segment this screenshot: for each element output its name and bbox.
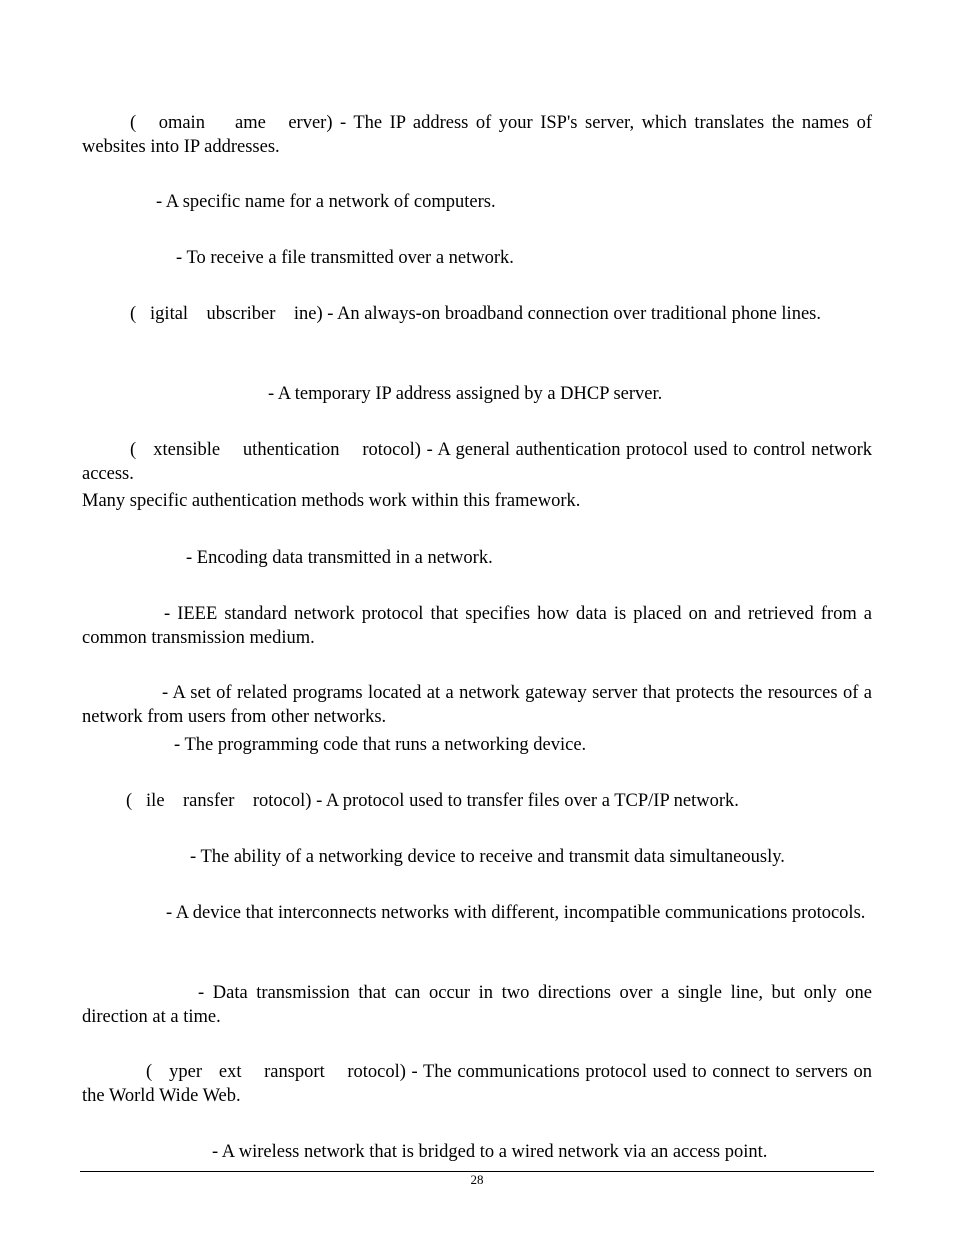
glossary-entry-infrastructure [82, 1141, 872, 1165]
entry-text: - IEEE standard network protocol that specifies how data is placed on and retrieved from a common transmission medium. [82, 604, 877, 648]
entry-text: ( igital ubscriber ine) - An always-on broadband connection over traditional phone lines. [130, 304, 821, 324]
glossary-entry-firmware [82, 734, 872, 758]
glossary-entry-half-duplex [82, 982, 877, 1029]
entry-text: ( xtensible uthentication rotocol) - A general authentication protocol used to control network access. [82, 440, 877, 484]
entry-text: - Data transmission that can occur in two directions over a single line, but only one direction at a time. [82, 983, 877, 1027]
glossary-entry-domain [82, 191, 872, 215]
entry-text: - A specific name for a network of computers. [156, 192, 496, 212]
entry-text: - Encoding data transmitted in a network. [186, 548, 493, 568]
glossary-entry-encryption [82, 547, 872, 571]
entry-text: - A set of related programs located at a network gateway server that protects the resources of a network from users from other networks. [82, 683, 877, 727]
entry-text: - A wireless network that is bridged to a wired network via an access point. [212, 1142, 768, 1162]
glossary-entry-gateway [82, 902, 872, 926]
entry-extra-text: Many specific authentication methods work within this framework. [82, 491, 581, 511]
glossary-entry-http [82, 1061, 877, 1108]
entry-text: - A temporary IP address assigned by a DHCP server. [268, 384, 663, 404]
entry-text: - The ability of a networking device to receive and transmit data simultaneously. [190, 847, 785, 867]
glossary-entry-eap [82, 439, 877, 514]
glossary-entry-ethernet [82, 603, 877, 650]
glossary-entry-full-duplex [82, 846, 872, 870]
glossary-entry-dynamic-ip [82, 383, 872, 407]
entry-text: - The programming code that runs a networking device. [174, 735, 587, 755]
glossary-entry-dns [82, 112, 877, 159]
entry-text: - To receive a file transmitted over a network. [176, 248, 514, 268]
page-number: 28 [470, 1172, 484, 1187]
entry-text: ( ile ransfer rotocol) - A protocol used to transfer files over a TCP/IP network. [126, 791, 739, 811]
glossary-entry-firewall [82, 682, 877, 729]
glossary-entry-ftp [82, 790, 872, 814]
entry-text: ( omain ame erver) - The IP address of your ISP's server, which translates the names of websites into IP addresses. [82, 113, 877, 157]
glossary-entry-dsl [82, 303, 872, 327]
entry-text: ( yper ext ransport rotocol) - The communications protocol used to connect to servers on the World Wide Web. [82, 1062, 877, 1106]
entry-text: - A device that interconnects networks with different, incompatible communications protocols. [166, 903, 866, 923]
glossary-entry-download [82, 247, 872, 271]
